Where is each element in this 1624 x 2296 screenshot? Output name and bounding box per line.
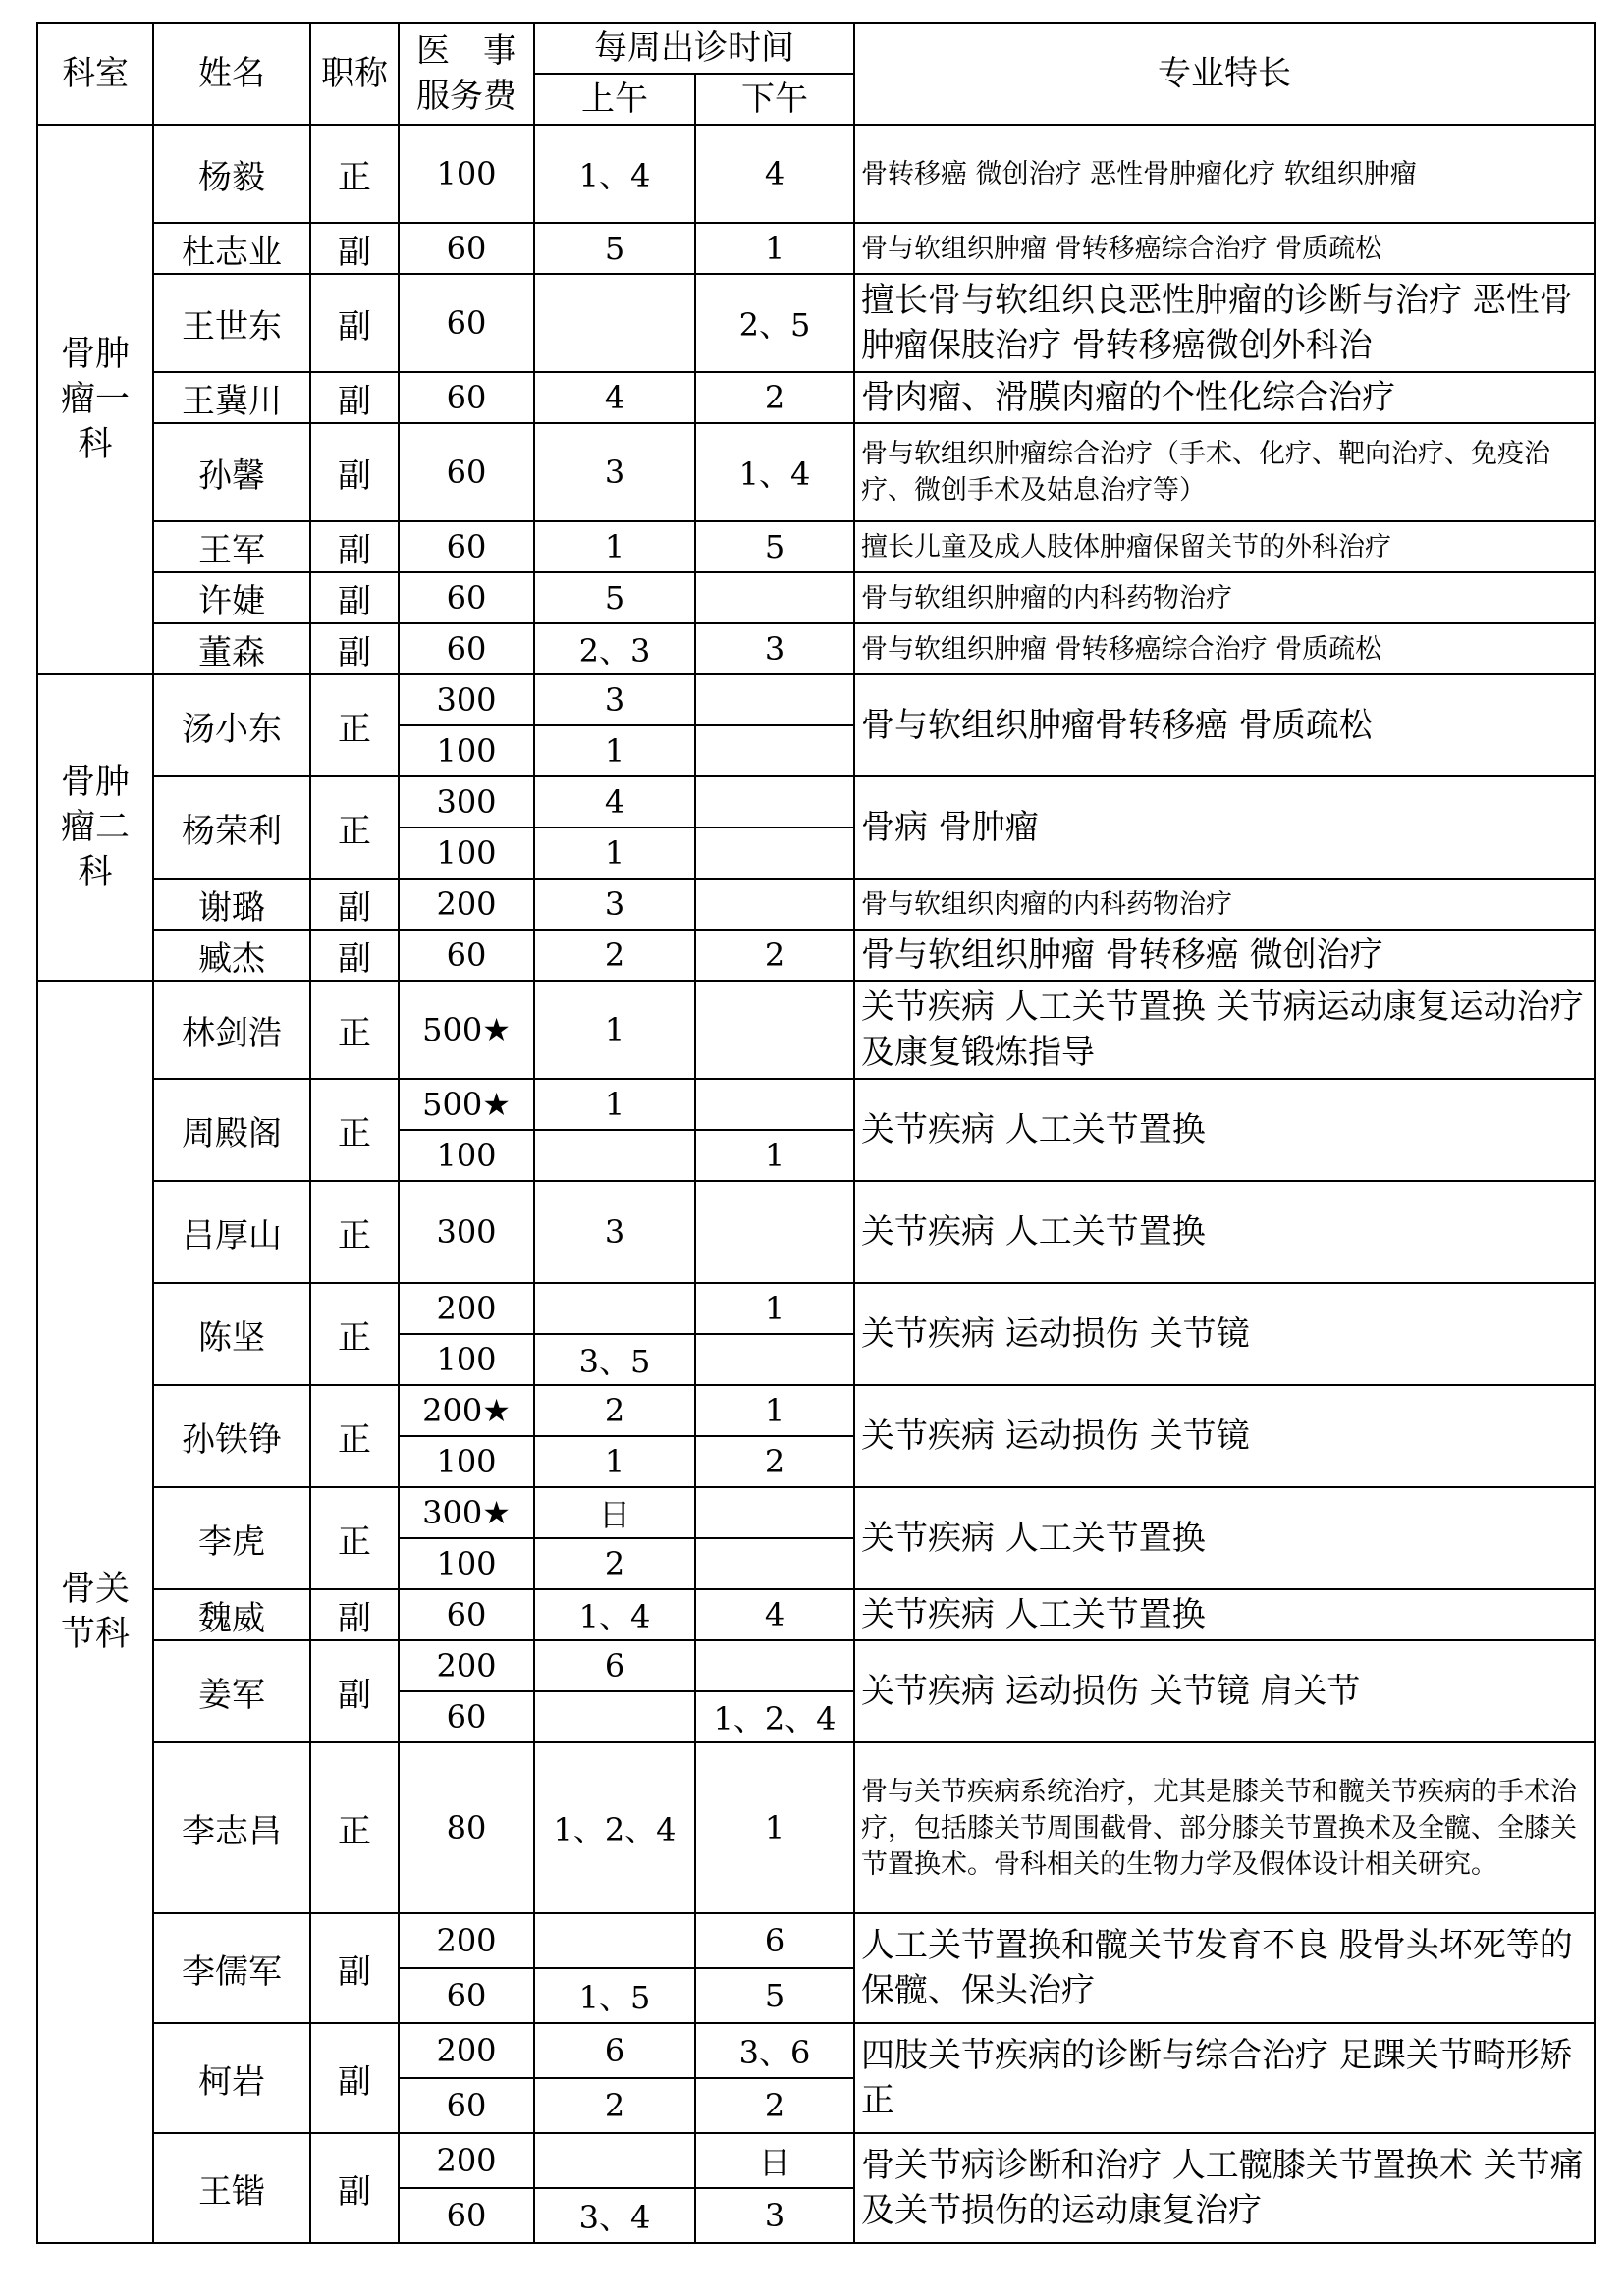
service-fee: 200 xyxy=(399,1283,534,1334)
morning-schedule: 1 xyxy=(534,521,695,572)
doctor-specialty: 关节疾病 人工关节置换 xyxy=(854,1487,1595,1589)
morning-schedule: 1 xyxy=(534,981,695,1079)
doctor-name: 林剑浩 xyxy=(153,981,310,1079)
doctor-title: 副 xyxy=(310,1913,399,2023)
afternoon-schedule: 3 xyxy=(695,623,854,674)
doctor-name: 李儒军 xyxy=(153,1913,310,2023)
afternoon-schedule xyxy=(695,879,854,930)
morning-schedule: 1、5 xyxy=(534,1968,695,2023)
service-fee: 60 xyxy=(399,423,534,521)
afternoon-schedule xyxy=(695,981,854,1079)
doctor-row xyxy=(37,1742,1595,1913)
service-fee: 60 xyxy=(399,623,534,674)
service-fee: 200 xyxy=(399,2023,534,2078)
doctor-title: 副 xyxy=(310,223,399,274)
service-fee: 60 xyxy=(399,930,534,981)
morning-schedule: 2 xyxy=(534,2078,695,2133)
service-fee: 80 xyxy=(399,1742,534,1913)
doctor-specialty: 骨病 骨肿瘤 xyxy=(854,776,1595,879)
service-fee: 60 xyxy=(399,372,534,423)
doctor-title: 正 xyxy=(310,1742,399,1913)
service-fee: 100 xyxy=(399,725,534,776)
doctor-row xyxy=(37,1385,1595,1436)
service-fee: 60 xyxy=(399,1589,534,1640)
morning-schedule xyxy=(534,1283,695,1334)
doctor-title: 副 xyxy=(310,930,399,981)
doctor-title: 正 xyxy=(310,125,399,223)
service-fee: 60 xyxy=(399,2078,534,2133)
doctor-name: 董森 xyxy=(153,623,310,674)
doctor-row xyxy=(37,1640,1595,1691)
header-fee-line2: 服务费 xyxy=(416,77,516,116)
doctor-specialty: 关节疾病 人工关节置换 xyxy=(854,1181,1595,1283)
department-cell: 骨肿瘤一科 xyxy=(37,125,153,674)
doctor-title: 副 xyxy=(310,623,399,674)
morning-schedule: 3 xyxy=(534,879,695,930)
afternoon-schedule: 1 xyxy=(695,1283,854,1334)
afternoon-schedule: 3 xyxy=(695,2188,854,2243)
afternoon-schedule: 3、6 xyxy=(695,2023,854,2078)
doctor-specialty: 关节疾病 人工关节置换 关节病运动康复运动治疗及康复锻炼指导 xyxy=(854,981,1595,1079)
doctor-name: 李志昌 xyxy=(153,1742,310,1913)
doctor-specialty: 骨与软组织肉瘤的内科药物治疗 xyxy=(854,879,1595,930)
doctor-name: 吕厚山 xyxy=(153,1181,310,1283)
doctor-title: 正 xyxy=(310,1385,399,1487)
doctor-specialty: 骨与软组织肿瘤骨转移癌 骨质疏松 xyxy=(854,674,1595,776)
doctor-specialty: 关节疾病 运动损伤 关节镜 xyxy=(854,1283,1595,1385)
service-fee: 60 xyxy=(399,572,534,623)
morning-schedule xyxy=(534,1691,695,1742)
afternoon-schedule xyxy=(695,1079,854,1130)
service-fee: 100 xyxy=(399,1436,534,1487)
service-fee: 100 xyxy=(399,828,534,879)
doctor-row xyxy=(37,623,1595,674)
afternoon-schedule xyxy=(695,725,854,776)
header-schedule: 每周出诊时间 xyxy=(534,23,854,74)
service-fee: 300 xyxy=(399,776,534,828)
morning-schedule: 3、4 xyxy=(534,2188,695,2243)
doctor-title: 副 xyxy=(310,521,399,572)
doctor-name: 王锴 xyxy=(153,2133,310,2243)
doctor-title: 副 xyxy=(310,2133,399,2243)
service-fee: 60 xyxy=(399,2188,534,2243)
doctor-name: 王军 xyxy=(153,521,310,572)
afternoon-schedule: 2 xyxy=(695,930,854,981)
morning-schedule: 3、5 xyxy=(534,1334,695,1385)
doctor-name: 柯岩 xyxy=(153,2023,310,2133)
header-am: 上午 xyxy=(534,74,695,125)
doctor-row xyxy=(37,1283,1595,1334)
service-fee: 200 xyxy=(399,2133,534,2188)
service-fee: 200★ xyxy=(399,1385,534,1436)
doctor-title: 正 xyxy=(310,674,399,776)
doctor-specialty: 骨与软组织肿瘤综合治疗（手术、化疗、靶向治疗、免疫治疗、微创手术及姑息治疗等） xyxy=(854,423,1595,521)
doctor-row xyxy=(37,423,1595,521)
morning-schedule: 1、4 xyxy=(534,1589,695,1640)
service-fee: 200 xyxy=(399,879,534,930)
doctor-name: 许婕 xyxy=(153,572,310,623)
service-fee: 60 xyxy=(399,274,534,372)
header-fee-line1: 医 事 xyxy=(416,31,516,71)
morning-schedule xyxy=(534,274,695,372)
afternoon-schedule: 4 xyxy=(695,1589,854,1640)
doctor-title: 正 xyxy=(310,1487,399,1589)
morning-schedule: 1、4 xyxy=(534,125,695,223)
morning-schedule: 日 xyxy=(534,1487,695,1538)
doctor-title: 副 xyxy=(310,423,399,521)
afternoon-schedule xyxy=(695,1181,854,1283)
doctor-title: 副 xyxy=(310,372,399,423)
table-body xyxy=(37,125,1595,2243)
afternoon-schedule: 2 xyxy=(695,372,854,423)
doctor-row xyxy=(37,1181,1595,1283)
afternoon-schedule: 2 xyxy=(695,1436,854,1487)
doctor-row xyxy=(37,1487,1595,1538)
service-fee: 300 xyxy=(399,674,534,725)
doctor-row xyxy=(37,776,1595,828)
doctor-name: 杨毅 xyxy=(153,125,310,223)
morning-schedule xyxy=(534,1130,695,1181)
doctor-name: 杜志业 xyxy=(153,223,310,274)
afternoon-schedule: 5 xyxy=(695,521,854,572)
doctor-specialty: 关节疾病 运动损伤 关节镜 xyxy=(854,1385,1595,1487)
doctor-specialty: 骨与软组织肿瘤 骨转移癌综合治疗 骨质疏松 xyxy=(854,623,1595,674)
service-fee: 60 xyxy=(399,1691,534,1742)
doctor-row xyxy=(37,981,1595,1079)
doctor-specialty: 关节疾病 人工关节置换 xyxy=(854,1589,1595,1640)
header-name: 姓名 xyxy=(153,23,310,125)
doctor-specialty: 四肢关节疾病的诊断与综合治疗 足踝关节畸形矫正 xyxy=(854,2023,1595,2133)
header-title: 职称 xyxy=(310,23,399,125)
service-fee: 100 xyxy=(399,1334,534,1385)
morning-schedule xyxy=(534,1913,695,1968)
doctor-specialty: 骨与软组织肿瘤的内科药物治疗 xyxy=(854,572,1595,623)
service-fee: 300★ xyxy=(399,1487,534,1538)
doctor-name: 臧杰 xyxy=(153,930,310,981)
doctor-name: 李虎 xyxy=(153,1487,310,1589)
afternoon-schedule: 2 xyxy=(695,2078,854,2133)
header-specialty: 专业特长 xyxy=(854,23,1595,125)
doctor-title: 副 xyxy=(310,274,399,372)
afternoon-schedule: 1、4 xyxy=(695,423,854,521)
doctor-name: 周殿阁 xyxy=(153,1079,310,1181)
doctor-specialty: 骨与软组织肿瘤 骨转移癌 微创治疗 xyxy=(854,930,1595,981)
doctor-specialty: 关节疾病 人工关节置换 xyxy=(854,1079,1595,1181)
morning-schedule: 2 xyxy=(534,1538,695,1589)
doctor-name: 王冀川 xyxy=(153,372,310,423)
morning-schedule: 2、3 xyxy=(534,623,695,674)
service-fee: 200 xyxy=(399,1913,534,1968)
doctor-name: 孙馨 xyxy=(153,423,310,521)
doctor-row xyxy=(37,1589,1595,1640)
doctor-specialty: 骨与关节疾病系统治疗，尤其是膝关节和髋关节疾病的手术治疗，包括膝关节周围截骨、部分膝关节置换术及全髋、全膝关节置换术。骨科相关的生物力学及假体设计相关研究。 xyxy=(854,1742,1595,1913)
service-fee: 500★ xyxy=(399,1079,534,1130)
doctor-title: 正 xyxy=(310,776,399,879)
doctor-title: 副 xyxy=(310,2023,399,2133)
doctor-name: 谢璐 xyxy=(153,879,310,930)
morning-schedule xyxy=(534,2133,695,2188)
afternoon-schedule: 4 xyxy=(695,125,854,223)
morning-schedule: 6 xyxy=(534,1640,695,1691)
doctor-row xyxy=(37,2023,1595,2078)
header-fee xyxy=(399,23,534,125)
doctor-row xyxy=(37,372,1595,423)
morning-schedule: 5 xyxy=(534,223,695,274)
afternoon-schedule: 1 xyxy=(695,1130,854,1181)
service-fee: 60 xyxy=(399,223,534,274)
morning-schedule: 3 xyxy=(534,1181,695,1283)
morning-schedule: 1 xyxy=(534,1079,695,1130)
schedule-sheet xyxy=(36,22,1594,2244)
doctor-row xyxy=(37,572,1595,623)
afternoon-schedule xyxy=(695,572,854,623)
morning-schedule: 3 xyxy=(534,674,695,725)
department-cell: 骨关节科 xyxy=(37,981,153,2243)
doctor-row xyxy=(37,223,1595,274)
doctor-specialty: 关节疾病 运动损伤 关节镜 肩关节 xyxy=(854,1640,1595,1742)
doctor-row xyxy=(37,1913,1595,1968)
service-fee: 100 xyxy=(399,1538,534,1589)
doctor-name: 孙铁铮 xyxy=(153,1385,310,1487)
morning-schedule: 5 xyxy=(534,572,695,623)
header-pm: 下午 xyxy=(695,74,854,125)
service-fee: 60 xyxy=(399,521,534,572)
doctor-name: 魏威 xyxy=(153,1589,310,1640)
doctor-specialty: 骨转移癌 微创治疗 恶性骨肿瘤化疗 软组织肿瘤 xyxy=(854,125,1595,223)
doctor-row xyxy=(37,674,1595,725)
header-department: 科室 xyxy=(37,23,153,125)
morning-schedule: 4 xyxy=(534,776,695,828)
morning-schedule: 4 xyxy=(534,372,695,423)
doctor-title: 正 xyxy=(310,1283,399,1385)
doctor-specialty: 骨肉瘤、滑膜肉瘤的个性化综合治疗 xyxy=(854,372,1595,423)
afternoon-schedule: 6 xyxy=(695,1913,854,1968)
afternoon-schedule: 1、2、4 xyxy=(695,1691,854,1742)
morning-schedule: 2 xyxy=(534,1385,695,1436)
doctor-row xyxy=(37,125,1595,223)
doctor-specialty: 骨关节病诊断和治疗 人工髋膝关节置换术 关节痛及关节损伤的运动康复治疗 xyxy=(854,2133,1595,2243)
doctor-name: 姜军 xyxy=(153,1640,310,1742)
morning-schedule: 3 xyxy=(534,423,695,521)
afternoon-schedule xyxy=(695,1538,854,1589)
afternoon-schedule: 5 xyxy=(695,1968,854,2023)
service-fee: 100 xyxy=(399,125,534,223)
morning-schedule: 1 xyxy=(534,725,695,776)
service-fee: 60 xyxy=(399,1968,534,2023)
service-fee: 500★ xyxy=(399,981,534,1079)
doctor-name: 王世东 xyxy=(153,274,310,372)
doctor-specialty: 人工关节置换和髋关节发育不良 股骨头坏死等的保髋、保头治疗 xyxy=(854,1913,1595,2023)
afternoon-schedule xyxy=(695,776,854,828)
clinic-schedule-table xyxy=(36,22,1596,2244)
morning-schedule: 2 xyxy=(534,930,695,981)
doctor-row xyxy=(37,274,1595,372)
service-fee: 100 xyxy=(399,1130,534,1181)
doctor-name: 杨荣利 xyxy=(153,776,310,879)
afternoon-schedule: 日 xyxy=(695,2133,854,2188)
morning-schedule: 1、2、4 xyxy=(534,1742,695,1913)
doctor-row xyxy=(37,1079,1595,1130)
doctor-title: 正 xyxy=(310,1181,399,1283)
afternoon-schedule xyxy=(695,674,854,725)
afternoon-schedule xyxy=(695,1334,854,1385)
doctor-title: 副 xyxy=(310,1589,399,1640)
doctor-specialty: 擅长儿童及成人肢体肿瘤保留关节的外科治疗 xyxy=(854,521,1595,572)
afternoon-schedule: 2、5 xyxy=(695,274,854,372)
doctor-title: 副 xyxy=(310,1640,399,1742)
doctor-name: 陈坚 xyxy=(153,1283,310,1385)
afternoon-schedule xyxy=(695,1640,854,1691)
header-row-1 xyxy=(37,23,1595,74)
department-cell: 骨肿瘤二科 xyxy=(37,674,153,981)
doctor-row xyxy=(37,2133,1595,2188)
afternoon-schedule: 1 xyxy=(695,1385,854,1436)
doctor-name: 汤小东 xyxy=(153,674,310,776)
service-fee: 300 xyxy=(399,1181,534,1283)
afternoon-schedule: 1 xyxy=(695,1742,854,1913)
afternoon-schedule xyxy=(695,1487,854,1538)
doctor-title: 正 xyxy=(310,1079,399,1181)
doctor-row xyxy=(37,521,1595,572)
doctor-title: 副 xyxy=(310,879,399,930)
doctor-title: 副 xyxy=(310,572,399,623)
service-fee: 200 xyxy=(399,1640,534,1691)
doctor-specialty: 骨与软组织肿瘤 骨转移癌综合治疗 骨质疏松 xyxy=(854,223,1595,274)
afternoon-schedule xyxy=(695,828,854,879)
morning-schedule: 6 xyxy=(534,2023,695,2078)
doctor-title: 正 xyxy=(310,981,399,1079)
afternoon-schedule: 1 xyxy=(695,223,854,274)
morning-schedule: 1 xyxy=(534,1436,695,1487)
doctor-row xyxy=(37,879,1595,930)
doctor-specialty: 擅长骨与软组织良恶性肿瘤的诊断与治疗 恶性骨肿瘤保肢治疗 骨转移癌微创外科治 xyxy=(854,274,1595,372)
doctor-row xyxy=(37,930,1595,981)
morning-schedule: 1 xyxy=(534,828,695,879)
